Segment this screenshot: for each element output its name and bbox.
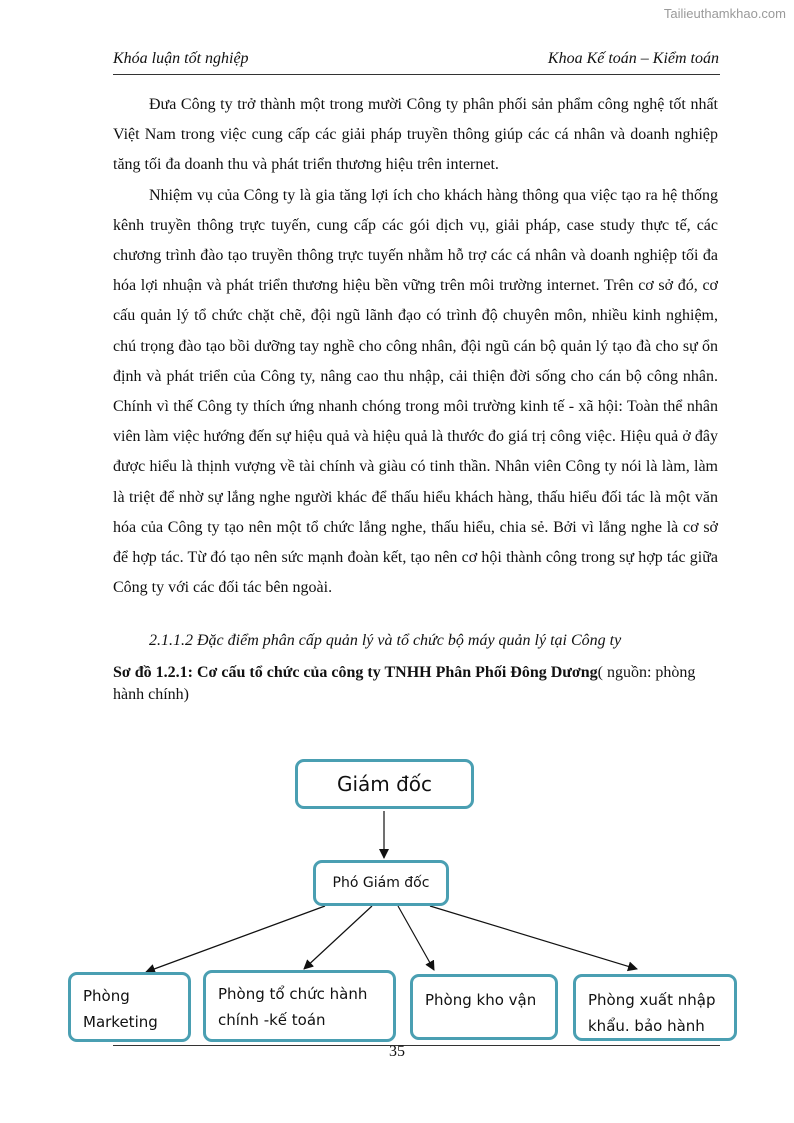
caption-source: ( nguồn: phòng hành chính) [113,664,696,703]
org-node-label: Phó Giám đốc [332,875,430,891]
caption-title: Sơ đồ 1.2.1: Cơ cấu tổ chức của công ty TNHH Phân Phối Đông Dương [113,664,598,681]
header-left: Khóa luận tốt nghiệp [113,50,249,67]
org-node-logistics [410,974,558,1040]
connector-deputy-importexport [430,906,637,969]
figure-caption [113,662,718,706]
org-node-label: Giám đốc [336,772,433,796]
org-node-director [295,759,474,809]
org-node-marketing [68,972,191,1042]
org-node-label: Phòng tổ chức hành [218,985,368,1003]
body-text [113,90,718,603]
org-node-label: Marketing [83,1013,158,1031]
org-node-label: chính -kế toán [218,1011,326,1029]
section-subheading: 2.1.1.2 Đặc điểm phân cấp quản lý và tổ chức bộ máy quản lý tại Công ty [149,632,622,649]
org-node-label: Phòng kho vận [425,991,537,1009]
org-node-import-export [573,974,737,1041]
connector-deputy-marketing [146,906,325,972]
page-header [113,50,719,68]
page-number: 35 [389,1043,405,1060]
connector-deputy-logistics [398,906,434,970]
paragraph: Đưa Công ty trở thành một trong mười Công ty phân phối sản phẩm công nghệ tốt nhất Việt Nam trong việc cung cấp các giải pháp truyền thông giúp các cá nhân và doanh nghiệp tăng tối đa doanh thu và phát triển thương hiệu trên internet. [113,96,718,174]
org-node-admin-accounting [203,970,396,1042]
org-node-deputy-director [313,860,449,906]
watermark: Tailieuthamkhao.com [663,6,786,21]
connector-deputy-admin [304,906,372,969]
org-node-label: khẩu. bảo hành [588,1017,705,1035]
header-divider [113,74,720,75]
paragraph: Nhiệm vụ của Công ty là gia tăng lợi ích cho khách hàng thông qua việc tạo ra hệ thống kênh truyền thông trực tuyến, cung cấp các gói dịch vụ, giải pháp, case study thực tế, các chương trình đào tạo truyền thông trực tuyến nhằm hỗ trợ các cá nhân và doanh nghiệp tối đa hóa lợi nhuận và phát triển thương hiệu bền vững trên môi trường internet. Trên cơ sở đó, cơ cấu quản lý tổ chức chặt chẽ, đội ngũ lãnh đạo có trình độ chuyên môn, nhiều kinh nghiệm, chú trọng đào tạo bồi dưỡng tay nghề cho công nhân, đội ngũ cán bộ quản lý tạo đà cho sự ổn định và phát triển của Công ty, nâng cao thu nhập, cải thiện đời sống cho cán bộ công nhân. Chính vì thế Công ty thích ứng nhanh chóng trong môi trường kinh tế - xã hội: Toàn thể nhân viên làm việc hướng đến sự hiệu quả và hiệu quả là thước đo giá trị công việc. Hiệu quả ở đây được hiểu là thịnh vượng về tài chính và giàu có tinh thần. Nhân viên Công ty nói là làm, làm là triệt để nhờ sự lắng nghe người khác để thấu hiểu khách hàng, thấu hiểu đối tác là một văn hóa của Công ty tạo nên một tổ chức lắng nghe, thấu hiểu, chia sẻ. Bởi vì lắng nghe là cơ sở để hợp tác. Từ đó tạo nên sức mạnh đoàn kết, tạo nên cơ hội thành công trong sự hợp tác giữa Công ty với các đối tác bên ngoài. [113,186,718,597]
header-right: Khoa Kế toán – Kiểm toán [547,50,719,67]
org-node-label: Phòng xuất nhập [588,991,716,1009]
org-node-label: Phòng [83,987,130,1005]
